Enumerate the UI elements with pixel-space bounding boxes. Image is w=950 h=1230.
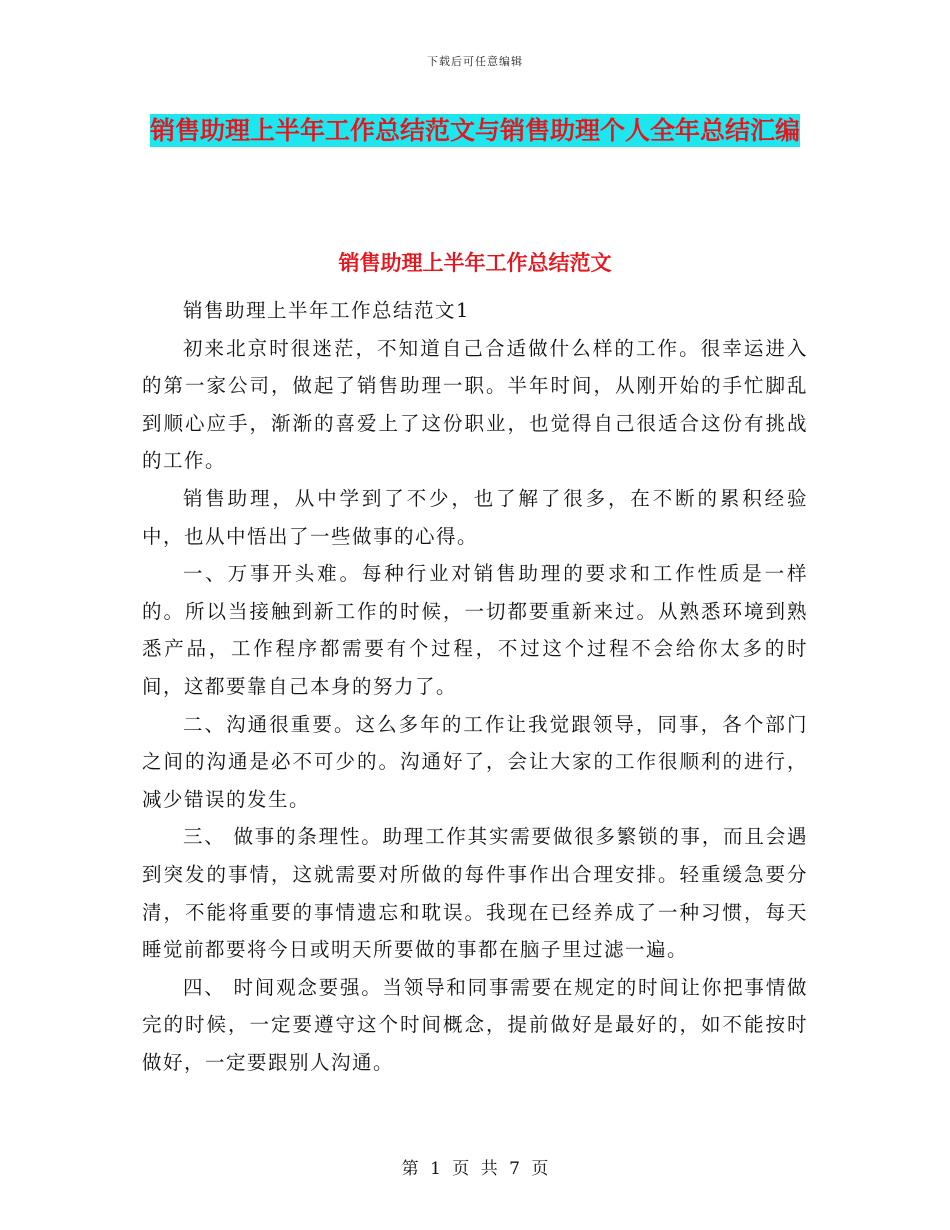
paragraph-subtitle: 销售助理上半年工作总结范文1: [182, 299, 470, 322]
page-header-note: 下载后可任意编辑: [427, 55, 523, 68]
document-title: [140, 108, 810, 154]
paragraph: 销售助理，从中学到了不少，也了解了很多，在不断的累积经验中，也从中悟出了一些做事的心得。: [142, 486, 808, 548]
paragraph: 初来北京时很迷茫，不知道自己合适做什么样的工作。很幸运进入的第一家公司，做起了销售助理一职。半年时间，从刚开始的手忙脚乱到顺心应手，渐渐的喜爱上了这份职业，也觉得自己很适合这份有挑战的工作。: [142, 336, 808, 473]
section-title: 销售助理上半年工作总结范文: [338, 251, 612, 275]
paragraph: 四、 时间观念要强。当领导和同事需要在规定的时间让你把事情做完的时候，一定要遵守这个时间概念，提前做好是最好的，如不能按时做好，一定要跟别人沟通。: [142, 975, 808, 1074]
document-title-text: 销售助理上半年工作总结范文与销售助理个人全年总结汇编: [149, 116, 800, 145]
page-number: 第 1 页 共 7 页: [401, 1159, 549, 1179]
paragraph: 二、沟通很重要。这么多年的工作让我觉跟领导，同事，各个部门之间的沟通是必不可少的。沟通好了，会让大家的工作很顺利的进行，减少错误的发生。: [142, 712, 808, 811]
paragraph: 一、万事开头难。每种行业对销售助理的要求和工作性质是一样的。所以当接触到新工作的时候，一切都要重新来过。从熟悉环境到熟悉产品，工作程序都需要有个过程，不过这个过程不会给你太多的时间，这都要靠自己本身的努力了。: [142, 562, 808, 698]
paragraph: 三、 做事的条理性。助理工作其实需要做很多繁锁的事，而且会遇到突发的事情，这就需要对所做的每件事作出合理安排。轻重缓急要分清，不能将重要的事情遗忘和耽误。我现在已经养成了一种习惯，每天睡觉前都要将今日或明天所要做的事都在脑子里过滤一遍。: [142, 825, 808, 962]
document-body: [142, 292, 808, 1081]
